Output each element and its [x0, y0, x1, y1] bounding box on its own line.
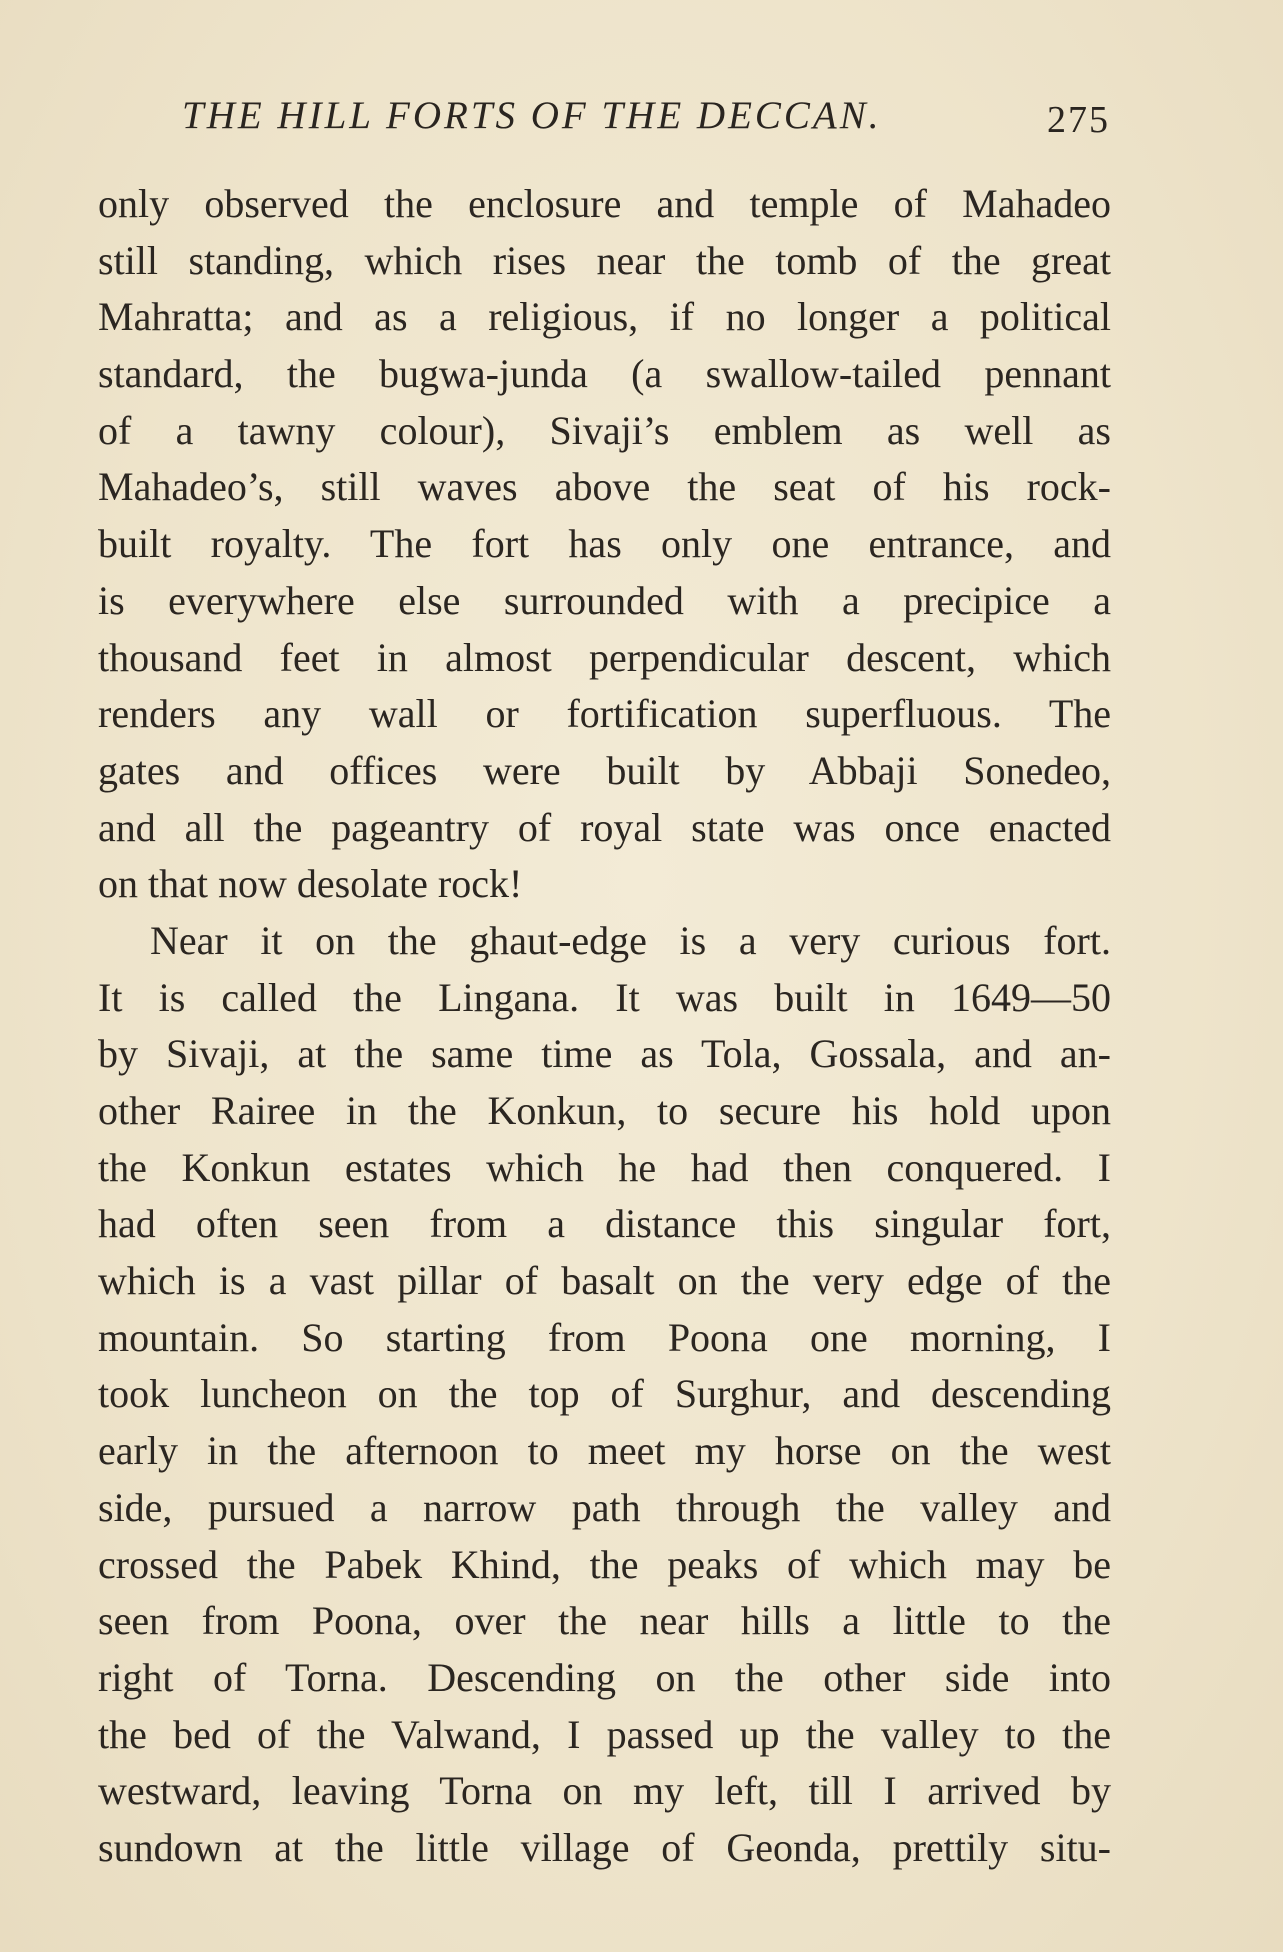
- text-line: which is a vast pillar of basalt on the very edge of the: [98, 1258, 1111, 1304]
- text-line: early in the afternoon to meet my horse on the west: [98, 1428, 1111, 1474]
- text-line: crossed the Pabek Khind, the peaks of which may be: [98, 1541, 1111, 1587]
- text-line: built royalty. The fort has only one entrance, and: [98, 521, 1111, 567]
- text-line: had often seen from a distance this singular fort,: [98, 1201, 1111, 1247]
- text-line: and all the pageantry of royal state was once enacted: [98, 804, 1111, 850]
- running-head: [98, 86, 1110, 146]
- paragraph-first-line: Near it on the ghaut-edge is a very curious fort.: [150, 917, 1111, 963]
- text-line: still standing, which rises near the tomb of the great: [98, 237, 1111, 283]
- running-title: THE HILL FORTS OF THE DECCAN.: [182, 94, 882, 137]
- text-line: of a tawny colour), Sivaji’s emblem as well as: [98, 407, 1111, 453]
- text-line: other Rairee in the Konkun, to secure his hold upon: [98, 1088, 1111, 1133]
- text-line: by Sivaji, at the same time as Tola, Gossala, and an-: [98, 1031, 1111, 1077]
- text-line: standard, the bugwa-junda (a swallow-tailed pennant: [98, 351, 1111, 397]
- text-line: sundown at the little village of Geonda, prettily situ-: [98, 1824, 1111, 1870]
- text-line: gates and offices were built by Abbaji Sonedeo,: [98, 747, 1111, 793]
- text-line: Mahratta; and as a religious, if no longer a political: [98, 294, 1111, 340]
- text-line: westward, leaving Torna on my left, till I arrived by: [98, 1768, 1111, 1814]
- text-line: the Konkun estates which he had then conquered. I: [98, 1144, 1111, 1190]
- text-line: Mahadeo’s, still waves above the seat of his rock-: [98, 464, 1111, 510]
- text-line: right of Torna. Descending on the other side into: [98, 1654, 1111, 1700]
- text-line: is everywhere else surrounded with a precipice a: [98, 577, 1111, 623]
- text-line: took luncheon on the top of Surghur, and descending: [98, 1371, 1111, 1417]
- text-line: mountain. So starting from Poona one morning, I: [98, 1314, 1111, 1360]
- body-text: [98, 176, 1111, 1877]
- text-line: on that now desolate rock!: [98, 861, 523, 907]
- text-line: It is called the Lingana. It was built in 1649—50: [98, 974, 1111, 1020]
- text-line: only observed the enclosure and temple of Mahadeo: [98, 181, 1111, 226]
- text-line: the bed of the Valwand, I passed up the valley to the: [98, 1711, 1111, 1757]
- page-number: 275: [1047, 99, 1110, 141]
- text-line: renders any wall or fortification superfluous. The: [98, 691, 1111, 737]
- text-line: side, pursued a narrow path through the valley and: [98, 1484, 1111, 1530]
- text-line: seen from Poona, over the near hills a little to the: [98, 1598, 1111, 1644]
- text-line: thousand feet in almost perpendicular descent, which: [98, 634, 1111, 680]
